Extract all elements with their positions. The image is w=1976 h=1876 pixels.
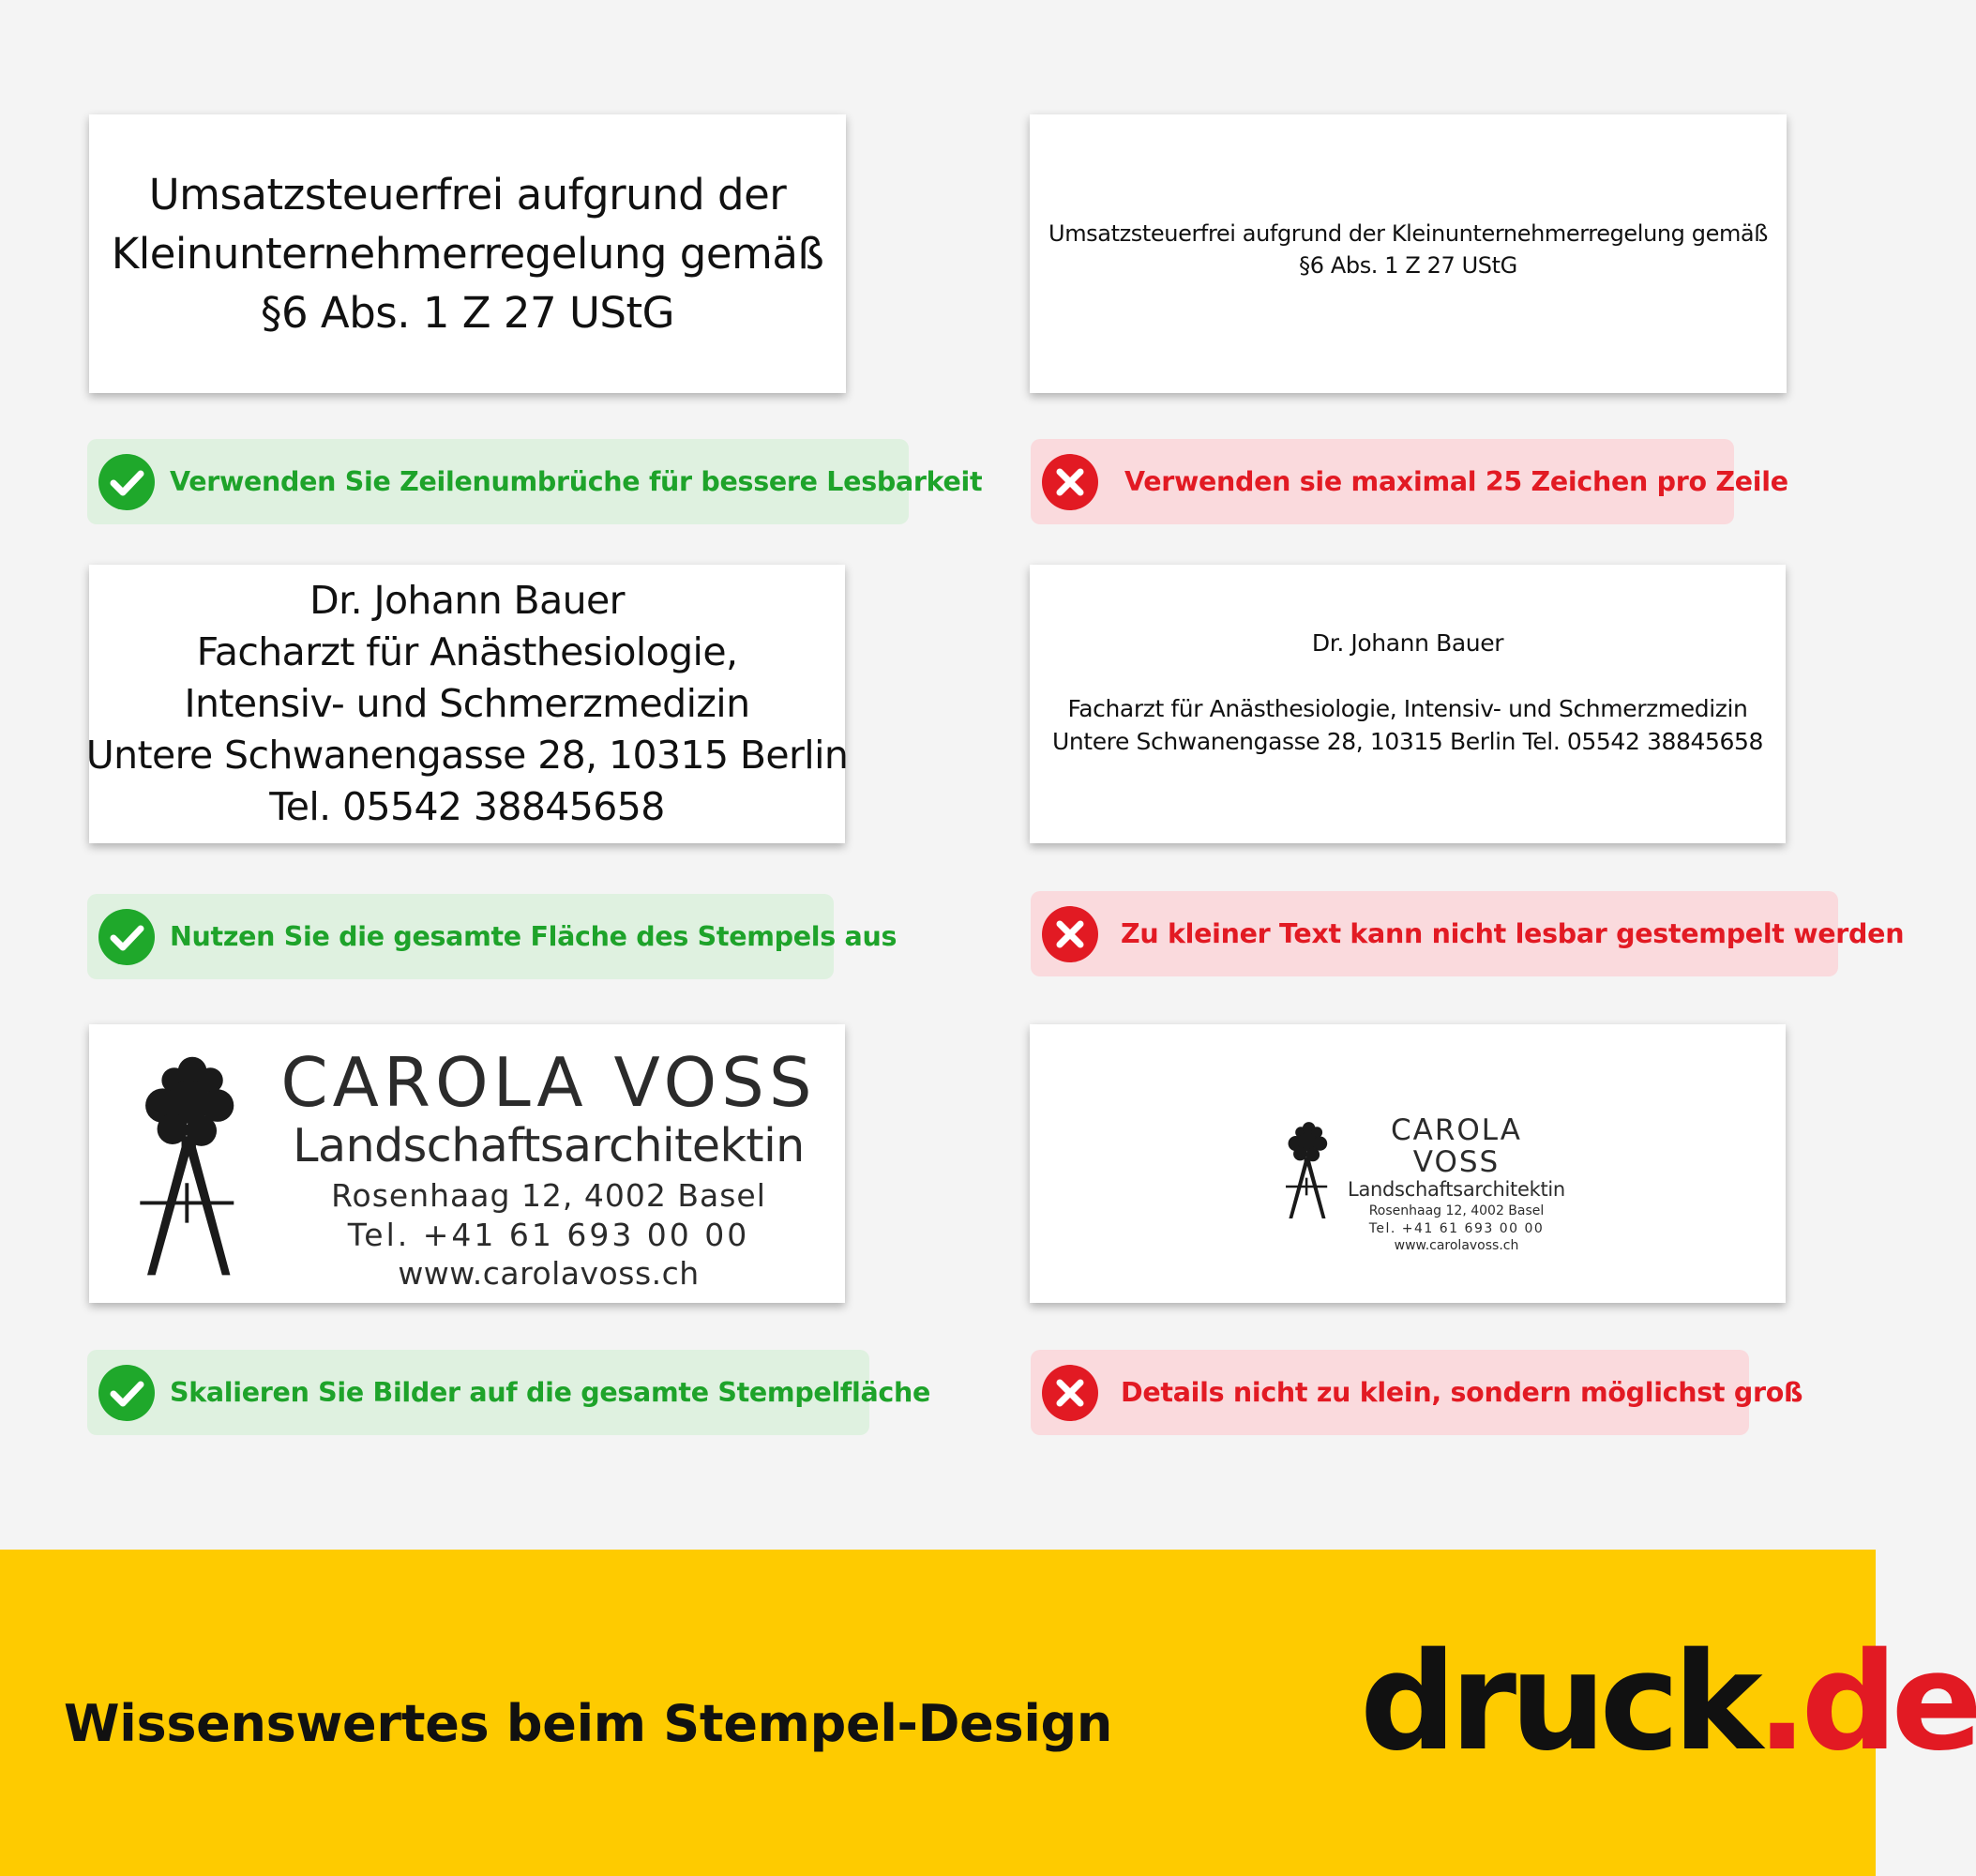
check-circle-icon — [98, 1365, 155, 1421]
logo-web: www.carolavoss.ch — [398, 1255, 700, 1292]
logo-address: Rosenhaag 12, 4002 Basel — [331, 1177, 766, 1214]
tip-text: Nutzen Sie die gesamte Fläche des Stempels aus — [170, 921, 897, 952]
logo-role: Landschaftsarchitektin — [1348, 1178, 1565, 1201]
tree-compass-icon — [138, 1050, 250, 1284]
tip-bad-1 — [1031, 439, 1788, 524]
tip-good-2 — [87, 894, 897, 979]
stamp-card-logo-bad — [1030, 1024, 1786, 1303]
stamp-line: Kleinunternehmerregelung gemäß — [111, 229, 824, 279]
tip-bad-2 — [1031, 891, 1905, 976]
stamp-line: §6 Abs. 1 Z 27 UStG — [1299, 252, 1517, 279]
logo-address: Rosenhaag 12, 4002 Basel — [1368, 1203, 1545, 1218]
tip-good-1 — [87, 439, 983, 524]
logo-web: www.carolavoss.ch — [1394, 1238, 1519, 1253]
tip-good-3 — [87, 1350, 931, 1435]
stamp-card-tax-bad — [1030, 114, 1787, 393]
logo-name: CAROLA VOSS — [280, 1043, 817, 1122]
check-circle-icon — [98, 909, 155, 965]
brand-main: druck — [1360, 1623, 1757, 1780]
tree-compass-icon — [1286, 1118, 1334, 1223]
stamp-card-logo-good — [89, 1024, 845, 1303]
stamp-card-doctor-good — [85, 565, 849, 843]
x-circle-icon — [1042, 1365, 1098, 1421]
footer-title: Wissenswertes beim Stempel-Design — [64, 1694, 1113, 1753]
stamp-line: Untere Schwanengasse 28, 10315 Berlin — [85, 733, 849, 778]
tip-bad-3 — [1031, 1350, 1803, 1435]
stamp-line: Dr. Johann Bauer — [1311, 629, 1504, 657]
stamp-line: §6 Abs. 1 Z 27 UStG — [261, 288, 674, 338]
check-circle-icon — [98, 454, 155, 510]
tip-text: Skalieren Sie Bilder auf die gesamte Stempelfläche — [170, 1377, 931, 1408]
logo-phone: Tel. +41 61 693 00 00 — [347, 1217, 750, 1253]
stamp-line: Umsatzsteuerfrei aufgrund der — [148, 170, 787, 219]
stamp-line: Dr. Johann Bauer — [309, 578, 625, 623]
stamp-line: Untere Schwanengasse 28, 10315 Berlin Tel. 05542 38845658 — [1051, 728, 1764, 755]
brand-logo — [1360, 1623, 1976, 1780]
stamp-line: Intensiv- und Schmerzmedizin — [184, 681, 750, 726]
x-circle-icon — [1042, 454, 1098, 510]
logo-role: Landschaftsarchitektin — [293, 1119, 805, 1172]
stamp-line: Umsatzsteuerfrei aufgrund der Kleinunternehmerregelung gemäß — [1048, 220, 1768, 247]
tip-text: Details nicht zu klein, sondern möglichst groß — [1121, 1377, 1803, 1408]
tip-text: Zu kleiner Text kann nicht lesbar gestempelt werden — [1121, 918, 1905, 949]
stamp-card-tax-good — [89, 114, 846, 393]
stamp-line: Facharzt für Anästhesiologie, — [196, 629, 738, 674]
logo-phone: Tel. +41 61 693 00 00 — [1368, 1221, 1545, 1236]
x-circle-icon — [1042, 906, 1098, 962]
brand-tld: .de — [1756, 1623, 1976, 1780]
tip-text: Verwenden sie maximal 25 Zeichen pro Zeile — [1124, 466, 1788, 497]
stamp-line: Facharzt für Anästhesiologie, Intensiv- und Schmerzmedizin — [1067, 695, 1748, 722]
stamp-card-doctor-bad — [1030, 565, 1786, 843]
logo-name: CAROLA VOSS — [1391, 1113, 1522, 1179]
stamp-line: Tel. 05542 38845658 — [269, 784, 665, 829]
tip-text: Verwenden Sie Zeilenumbrüche für bessere Lesbarkeit — [170, 466, 983, 497]
